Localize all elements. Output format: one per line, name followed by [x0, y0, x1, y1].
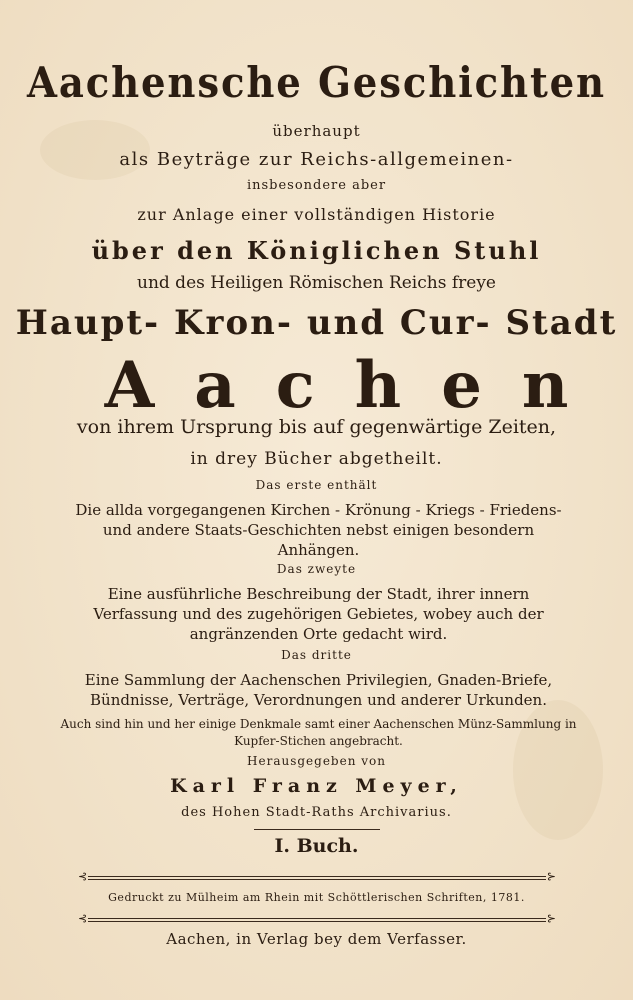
ornament-right-icon: ⊱ [546, 870, 556, 883]
author-name: Karl Franz Meyer, [170, 775, 463, 797]
subtitle-buecher: in drey Bücher abgetheilt. [190, 449, 443, 469]
divider-rule [254, 829, 380, 830]
subtitle-haupt: Haupt- Kron- und Cur- Stadt [15, 303, 618, 343]
publisher: Aachen, in Verlag bey dem Verfasser. [166, 930, 467, 948]
subtitle-ursprung: von ihrem Ursprung bis auf gegenwärtige Zeiten, [76, 416, 557, 438]
subtitle-ueberhaupt: überhaupt [272, 122, 361, 140]
ornament-left-icon: ⊰ [78, 870, 88, 883]
ornament-left-icon: ⊰ [78, 912, 88, 925]
ornament-right-icon: ⊱ [546, 912, 556, 925]
subtitle-anlage: zur Anlage einer vollständigen Historie [137, 205, 496, 224]
imprint: Gedruckt zu Mülheim am Rhein mit Schöttlerischen Schriften, 1781. [108, 891, 525, 904]
main-title: Aachensche Geschichten [27, 58, 606, 107]
heading-erste: Das erste enthält [255, 478, 378, 492]
ornament-rule-bottom [78, 913, 556, 925]
ornament-line [88, 876, 546, 877]
subtitle-als: als Beyträge zur Reichs-allgemeinen- [119, 149, 514, 170]
para-zweyte: Eine ausführliche Beschreibung der Stadt, ihrer innern Verfassung und des zugehörigen Gebietes, wobey auch der angränzenden Orte gedacht wird. [93, 585, 544, 643]
ornament-line [88, 918, 546, 919]
para-auch: Auch sind hin und her einige Denkmale samt einer Aachenschen Münz-Sammlung in Kupfer-Stichen angebracht. [60, 717, 577, 748]
para-erste: Die allda vorgegangenen Kirchen - Krönung - Kriegs - Friedens- und andere Staats-Geschichten nebst einigen besondern Anhängen. [75, 501, 562, 559]
heading-dritte: Das dritte [281, 648, 352, 662]
subtitle-insbesondere: insbesondere aber [246, 178, 387, 193]
herausgegeben: Herausgegeben von [247, 754, 386, 768]
subtitle-reich: und des Heiligen Römischen Reichs freye [137, 273, 496, 293]
ornament-line [88, 879, 546, 880]
book-number: I. Buch. [274, 835, 359, 857]
author-title: des Hohen Stadt-Raths Archivarius. [181, 805, 452, 820]
heading-zweyte: Das zweyte [276, 562, 357, 576]
city-name: Aachen [104, 348, 609, 423]
subtitle-stuhl: über den Königlichen Stuhl [91, 236, 542, 265]
ornament-rule-top [78, 871, 556, 883]
ornament-line [88, 921, 546, 922]
para-dritte: Eine Sammlung der Aachenschen Privilegien, Gnaden-Briefe, Bündnisse, Verträge, Verordnungen und anderer Urkunden. [84, 671, 553, 709]
